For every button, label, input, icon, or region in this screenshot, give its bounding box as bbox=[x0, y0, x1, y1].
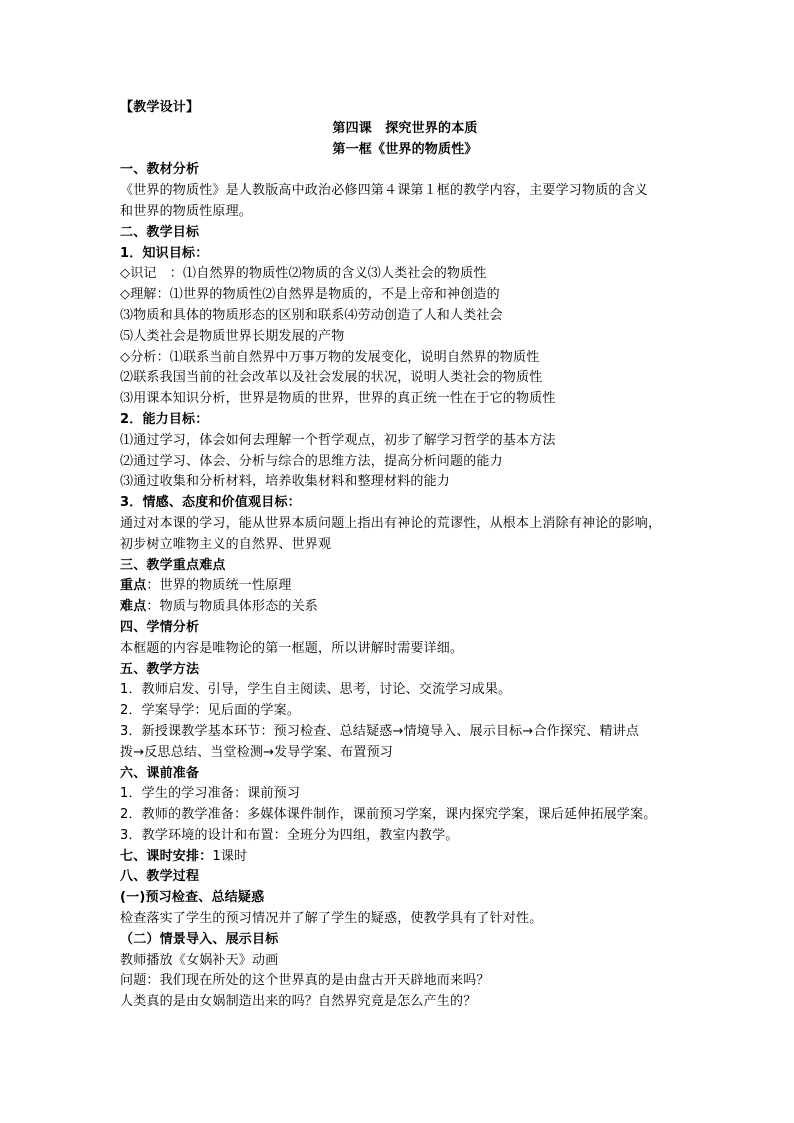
body-line: 1．教师启发、引导，学生自主阅读、思考，讨论、交流学习成果。 bbox=[120, 682, 512, 698]
doc-subtitle: 第一框《世界的物质性》 bbox=[332, 141, 478, 157]
section-heading: (一)预习检查、总结疑惑 bbox=[120, 890, 265, 906]
line-suffix: 1课时 bbox=[212, 848, 248, 864]
section-heading: 二、教学目标 bbox=[120, 224, 200, 240]
line-label: 重点 bbox=[120, 578, 147, 594]
body-line: 检查落实了学生的预习情况并了解了学生的疑惑，使教学具有了针对性。 bbox=[120, 911, 543, 927]
body-line: ⑸人类社会是物质世界长期发展的产物 bbox=[120, 328, 345, 344]
body-line: ⑶物质和具体的物质形态的区别和联系⑷劳动创造了人和人类社会 bbox=[120, 307, 503, 323]
body-line: 初步树立唯物主义的自然界、世界观 bbox=[120, 536, 332, 552]
section-heading: 1．知识目标： bbox=[120, 245, 209, 261]
body-line: ◇理解：⑴世界的物质性⑵自然界是物质的，不是上帝和神创造的 bbox=[120, 287, 500, 303]
section-heading: 五、教学方法 bbox=[120, 661, 200, 677]
body-line: ⑵通过学习、体会、分析与综合的思维方法，提高分析问题的能力 bbox=[120, 453, 503, 469]
body-line: ⑵联系我国当前的社会改革以及社会发展的状况，说明人类社会的物质性 bbox=[120, 370, 543, 386]
doc-tag: 【教学设计】 bbox=[120, 100, 200, 115]
body-line: ◇识记 ：⑴自然界的物质性⑵物质的含义⑶人类社会的物质性 bbox=[120, 266, 487, 282]
section-heading: （二）情景导入、展示目标 bbox=[120, 931, 279, 947]
section-heading: 一、教材分析 bbox=[120, 162, 200, 178]
body-line: 2．教师的教学准备：多媒体课件制作，课前预习学案，课内探究学案，课后延伸拓展学案。 bbox=[120, 807, 657, 823]
body-line: 3．教学环境的设计和布置：全班分为四组，教室内教学。 bbox=[120, 827, 459, 843]
body-line: 3．新授课教学基本环节：预习检查、总结疑惑→情境导入、展示目标→合作探究、精讲点 bbox=[120, 723, 640, 739]
body-line bbox=[120, 597, 690, 618]
body-line: ⑶用课本知识分析，世界是物质的世界，世界的真正统一性在于它的物质性 bbox=[120, 391, 556, 407]
document-page bbox=[120, 98, 690, 1013]
section-heading: 四、学情分析 bbox=[120, 619, 200, 635]
line-text: ：物质与物质具体形态的关系 bbox=[146, 599, 319, 615]
body-line: 人类真的是由女娲制造出来的吗？自然界究竟是怎么产生的？ bbox=[120, 994, 477, 1010]
line-label: 难点 bbox=[120, 599, 147, 615]
body-line: ◇分析：⑴联系当前自然界中万事万物的发展变化，说明自然界的物质性 bbox=[120, 349, 540, 365]
section-heading: 三、教学重点难点 bbox=[120, 557, 226, 573]
section-heading: 六、课前准备 bbox=[120, 765, 200, 781]
section-heading: 八、教学过程 bbox=[120, 869, 200, 885]
section-heading: 2．能力目标： bbox=[120, 411, 209, 427]
body-line: 和世界的物质性原理。 bbox=[120, 203, 253, 219]
body-line: 拨→反思总结、当堂检测→发导学案、布置预习 bbox=[120, 744, 393, 760]
doc-body bbox=[120, 160, 690, 1013]
body-line: 《世界的物质性》是人教版高中政治必修四第４课第１框的教学内容，主要学习物质的含义 bbox=[120, 183, 649, 199]
section-heading: 3．情感、态度和价值观目标： bbox=[120, 495, 301, 511]
body-line: 通过对本课的学习，能从世界本质问题上指出有神论的荒谬性，从根本上消除有神论的影响， bbox=[120, 515, 662, 531]
body-line: 问题：我们现在所处的这个世界真的是由盘古开天辟地而来吗？ bbox=[120, 973, 490, 989]
line-text: 七、课时安排： bbox=[120, 848, 213, 864]
body-line: ⑶通过收集和分析材料，培养收集材料和整理材料的能力 bbox=[120, 474, 451, 490]
body-line: 1．学生的学习准备：课前预习 bbox=[120, 786, 301, 802]
section-heading bbox=[120, 847, 690, 868]
line-text: ：世界的物质统一性原理 bbox=[146, 578, 292, 594]
body-line: 本框题的内容是唯物论的第一框题，所以讲解时需要详细。 bbox=[120, 640, 464, 656]
doc-title: 第四课 探究世界的本质 bbox=[332, 120, 478, 136]
body-line: ⑴通过学习，体会如何去理解一个哲学观点，初步了解学习哲学的基本方法 bbox=[120, 432, 556, 448]
body-line: 2．学案导学：见后面的学案。 bbox=[120, 703, 301, 719]
body-line bbox=[120, 576, 690, 597]
body-line: 教师播放《女娲补天》动画 bbox=[120, 952, 279, 968]
